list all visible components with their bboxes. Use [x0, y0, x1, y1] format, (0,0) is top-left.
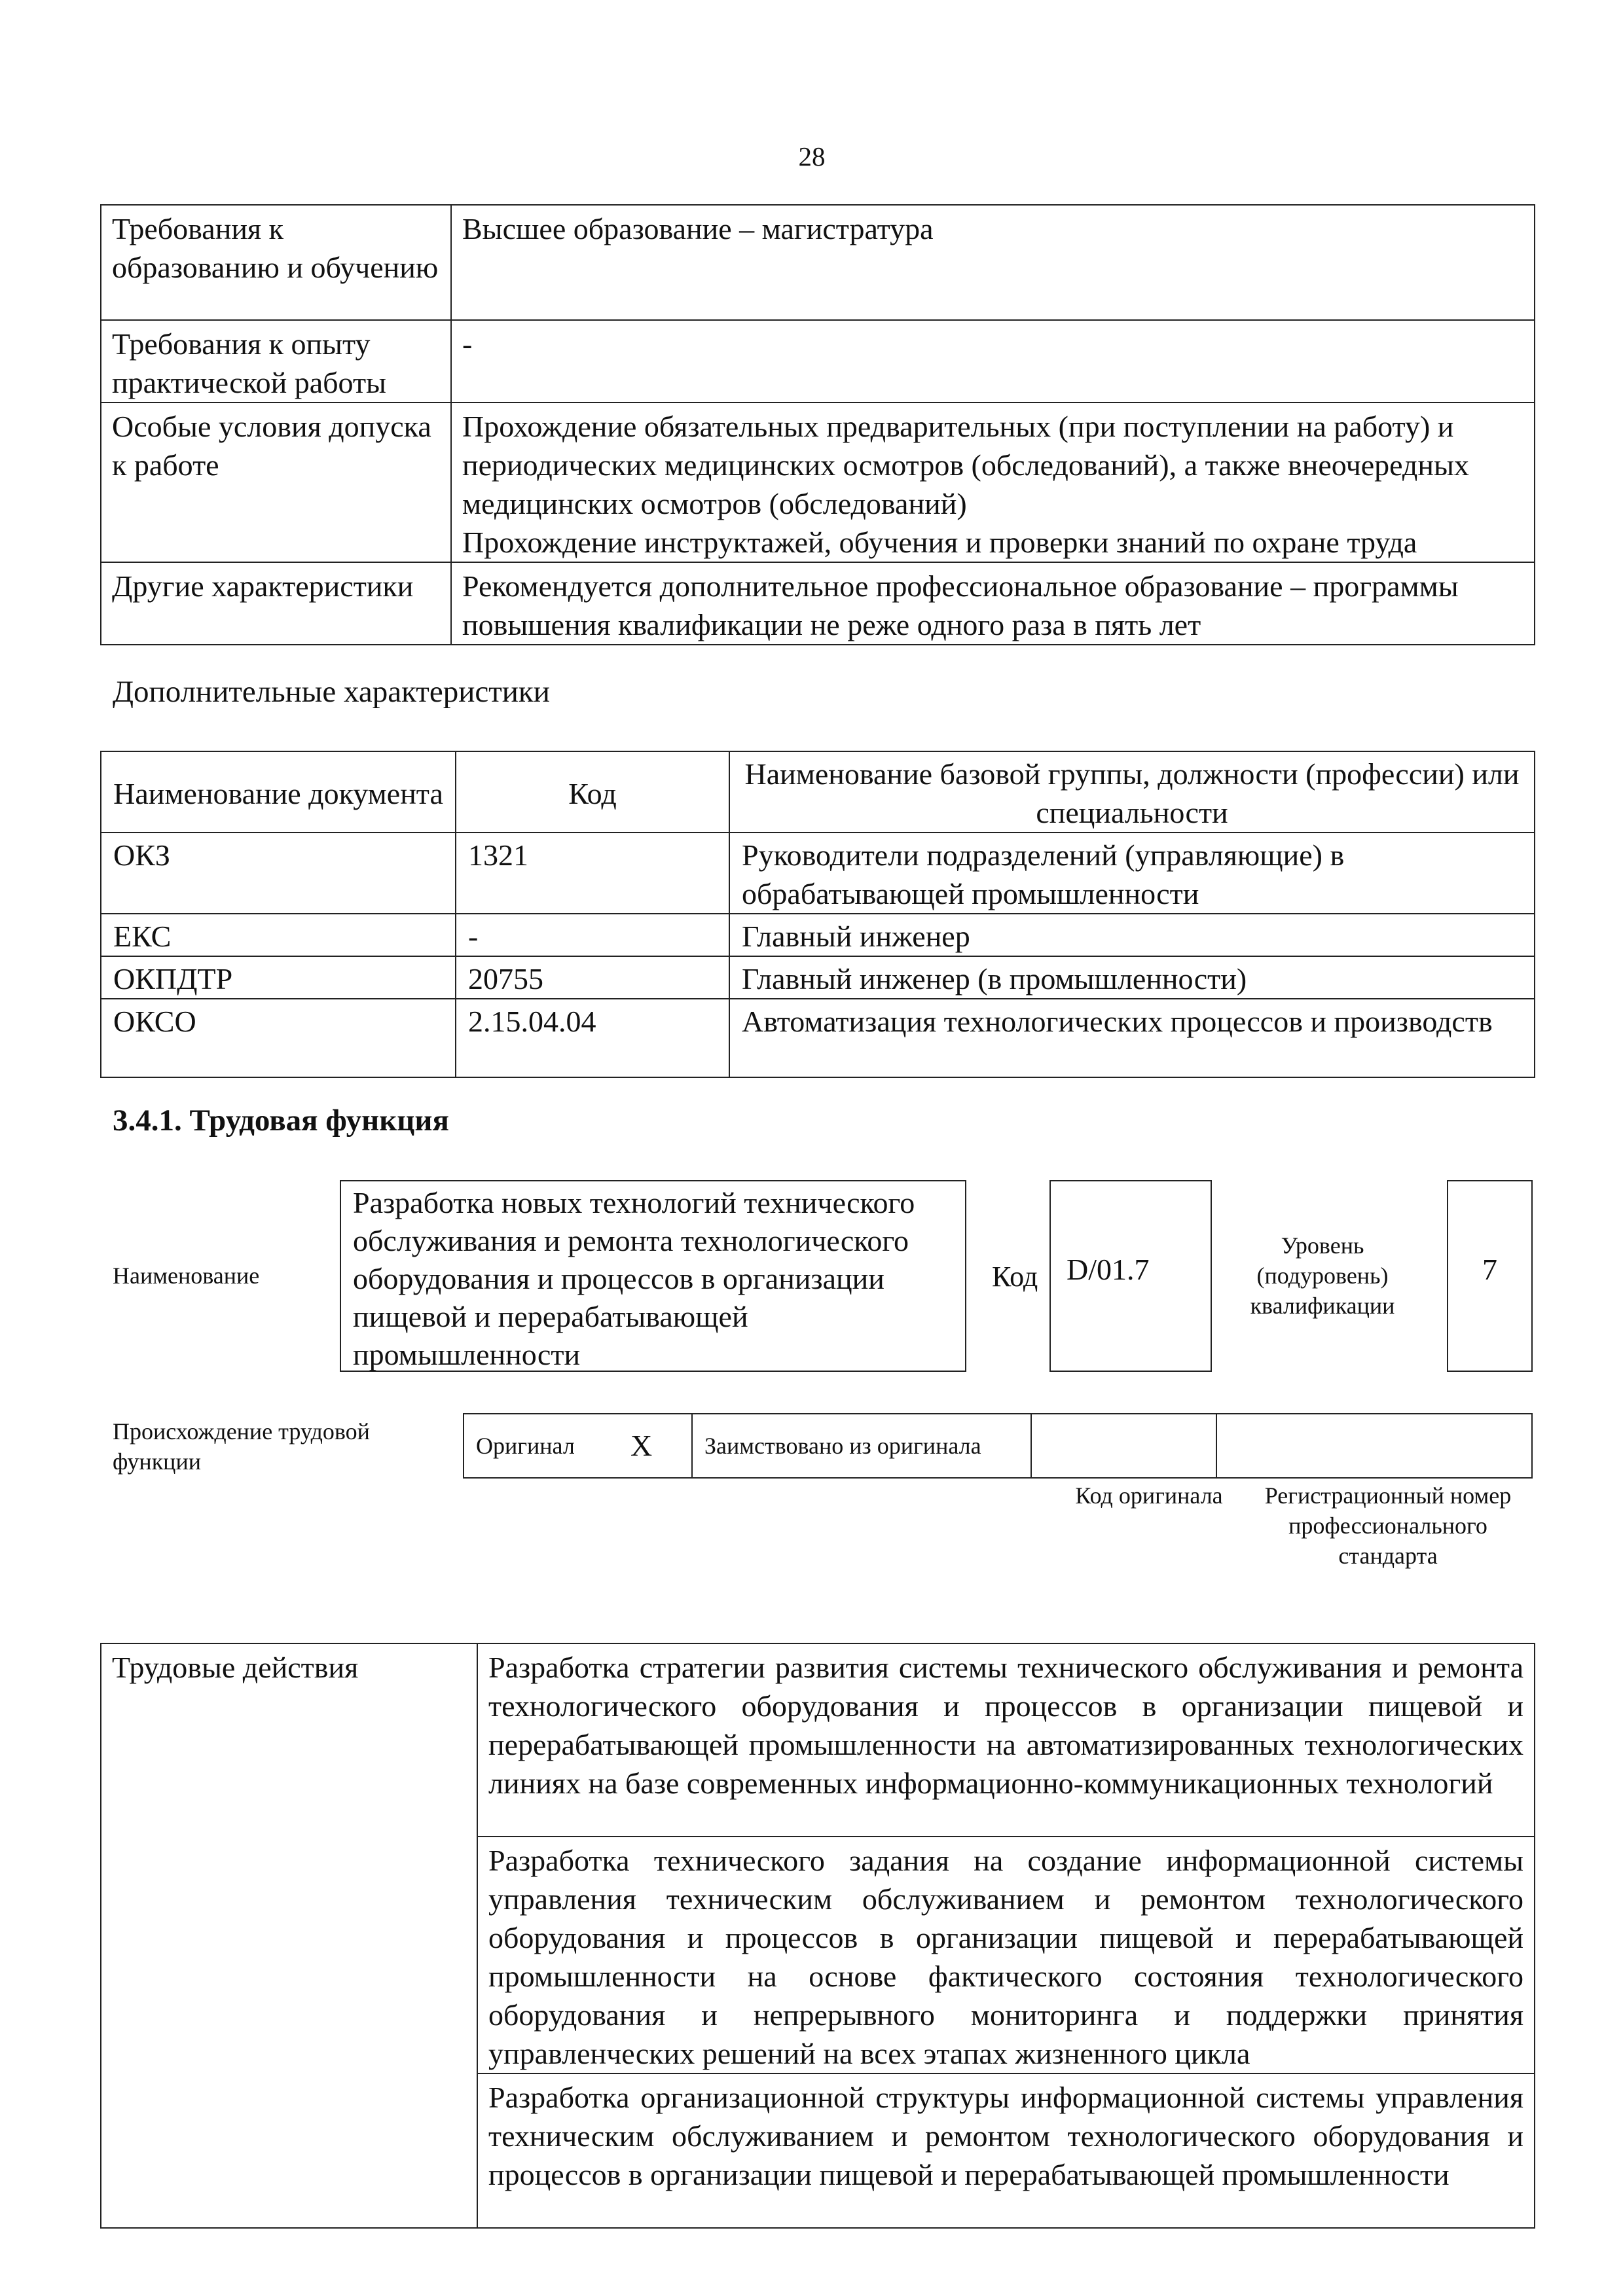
reg-number-cell: [1216, 1414, 1532, 1478]
table-header-row: [101, 751, 1535, 833]
table-row: [101, 1643, 1535, 1837]
function-title: 3.4.1. Трудовая функция: [113, 1103, 449, 1138]
requirements-table: [100, 204, 1535, 645]
row-value: Высшее образование – магистратура: [451, 205, 1535, 320]
table-row: [101, 999, 1535, 1077]
action-item: Разработка организационной структуры информационной системы управления техническим обслуживанием и ремонтом технологического оборудования и процессов в организации пищевой и перерабатывающей промышленности: [477, 2073, 1535, 2228]
borrowed-label: Заимствовано из оригинала: [692, 1414, 1031, 1478]
original-mark: X: [619, 1414, 692, 1478]
code-original-label: Код оригинала: [1075, 1482, 1223, 1509]
table-cell: ОКПДТР: [101, 956, 456, 999]
code-label: Код: [992, 1261, 1038, 1293]
table-cell: ЕКС: [101, 914, 456, 956]
table-row: [101, 956, 1535, 999]
table-row: [101, 403, 1535, 562]
function-name-box: Разработка новых технологий технического обслуживания и ремонта технологического оборудования и процессов в организации пищевой и перерабатывающей промышленности: [340, 1180, 966, 1372]
table-cell: Главный инженер: [729, 914, 1535, 956]
row-label: Другие характеристики: [101, 562, 451, 645]
table-row: [101, 914, 1535, 956]
function-code-box: D/01.7: [1049, 1180, 1212, 1372]
table-cell: Автоматизация технологических процессов и производств: [729, 999, 1535, 1077]
table-row: [101, 833, 1535, 914]
level-box: 7: [1447, 1180, 1533, 1372]
original-label: Оригинал: [464, 1414, 619, 1478]
row-label: Требования к образованию и обучению: [101, 205, 451, 320]
column-header: Наименование базовой группы, должности (профессии) или специальности: [729, 751, 1535, 833]
table-cell: 1321: [456, 833, 729, 914]
table-cell: Главный инженер (в промышленности): [729, 956, 1535, 999]
level-label: Уровень (подуровень) квалификации: [1250, 1232, 1395, 1319]
page-number: 28: [798, 141, 826, 171]
table-cell: 20755: [456, 956, 729, 999]
table-cell: Руководители подразделений (управляющие) в обрабатывающей промышленности: [729, 833, 1535, 914]
table-row: [464, 1414, 1532, 1478]
origin-table: [463, 1413, 1533, 1479]
table-row: [101, 562, 1535, 645]
row-value: -: [451, 320, 1535, 403]
reg-number-label: Регистрационный номер профессионального стандарта: [1264, 1482, 1512, 1569]
row-value: [451, 403, 1535, 562]
code-original-cell: [1031, 1414, 1216, 1478]
table-row: [101, 205, 1535, 320]
table-cell: ОКСО: [101, 999, 456, 1077]
row-label: Требования к опыту практической работы: [101, 320, 451, 403]
section-title: Дополнительные характеристики: [113, 675, 550, 709]
row-value-line: Прохождение обязательных предварительных (при поступлении на работу) и периодических медицинских осмотров (обследований), а также внеочередных медицинских осмотров (обследований): [462, 410, 1469, 520]
table-cell: ОКЗ: [101, 833, 456, 914]
origin-label: Происхождение трудовой функции: [113, 1418, 370, 1475]
actions-label: Трудовые действия: [101, 1643, 477, 2228]
row-label: Особые условия допуска к работе: [101, 403, 451, 562]
action-item: Разработка технического задания на создание информационной системы управления техническим обслуживанием и ремонтом технологического оборудования и процессов в организации пищевой и перерабатывающей промышленности на основе фактического состояния технологического оборудования и непрерывного мониторинга и поддержки принятия управленческих решений на всех этапах жизненного цикла: [477, 1837, 1535, 2073]
table-cell: 2.15.04.04: [456, 999, 729, 1077]
table-row: [101, 320, 1535, 403]
column-header: Код: [456, 751, 729, 833]
row-value-line: Прохождение инструктажей, обучения и проверки знаний по охране труда: [462, 526, 1417, 559]
action-item: Разработка стратегии развития системы технического обслуживания и ремонта технологического оборудования и процессов в организации пищевой и перерабатывающей промышленности на автоматизированных технологических линиях на базе современных информационно-коммуникационных технологий: [477, 1643, 1535, 1837]
labor-actions-table: [100, 1643, 1535, 2229]
additional-characteristics-table: [100, 751, 1535, 1078]
name-label: Наименование: [113, 1263, 260, 1289]
column-header: Наименование документа: [101, 751, 456, 833]
table-cell: -: [456, 914, 729, 956]
row-value: Рекомендуется дополнительное профессиональное образование – программы повышения квалификации не реже одного раза в пять лет: [451, 562, 1535, 645]
